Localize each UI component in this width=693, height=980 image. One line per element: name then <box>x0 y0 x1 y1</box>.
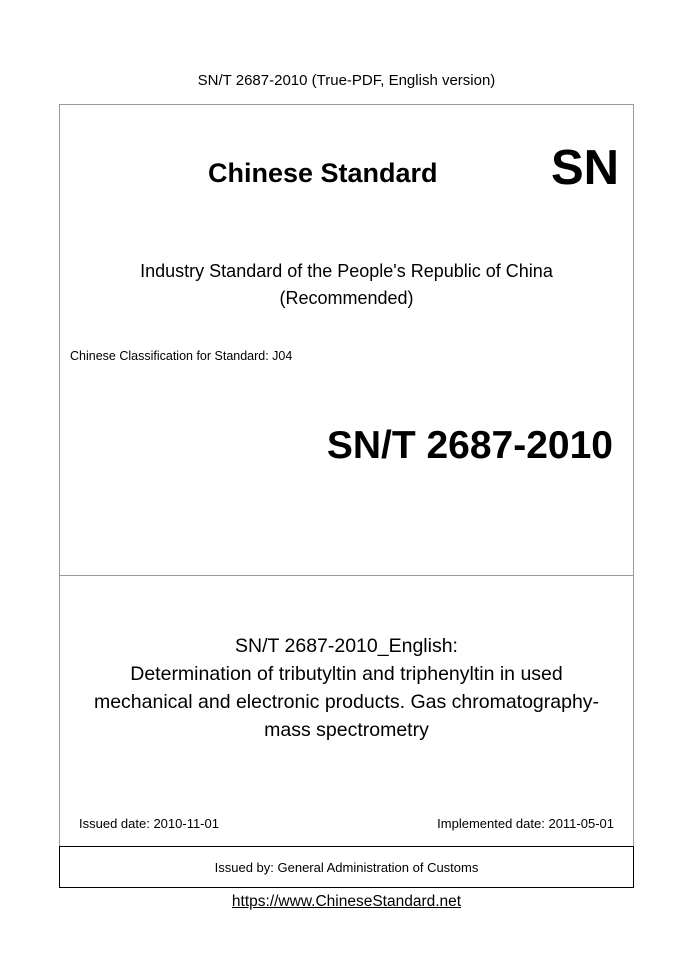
page-header: SN/T 2687-2010 (True-PDF, English version) <box>197 72 496 89</box>
standard-code-mark: SN <box>551 141 620 195</box>
standard-number: SN/T 2687-2010 <box>326 424 613 467</box>
industry-line-1: Industry Standard of the People's Republic of China <box>140 261 553 281</box>
issuer-box <box>59 846 634 888</box>
issued-by: Issued by: General Administration of Customs <box>214 859 479 875</box>
website-link[interactable]: https://www.ChineseStandard.net <box>231 893 462 910</box>
implemented-date: Implemented date: 2011-05-01 <box>437 816 614 831</box>
cover-title: Chinese Standard <box>208 158 438 188</box>
document-title-line-4: mass spectrometry <box>264 719 429 741</box>
document-title <box>59 632 634 744</box>
document-title-line-3: mechanical and electronic products. Gas chromatography- <box>93 691 600 713</box>
classification: Chinese Classification for Standard: J04 <box>70 349 293 363</box>
document-title-line-1: SN/T 2687-2010_English: <box>235 635 458 657</box>
industry-line-2: (Recommended) <box>279 288 414 308</box>
document-title-line-2: Determination of tributyltin and triphenyltin in used <box>130 663 563 685</box>
issued-date: Issued date: 2010-11-01 <box>79 816 219 831</box>
industry-statement <box>59 258 634 312</box>
